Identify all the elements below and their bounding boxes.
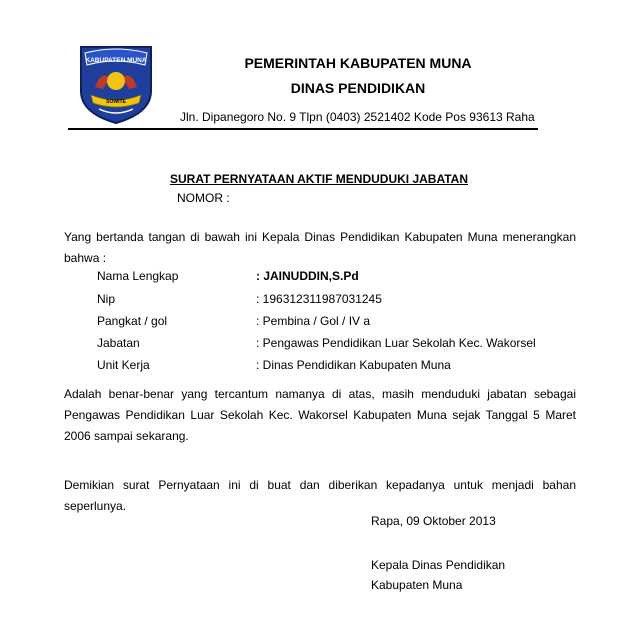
header-divider [68, 128, 538, 130]
field-value-position: : Pengawas Pendidikan Luar Sekolah Kec. Wakorsel [256, 336, 536, 350]
field-value-name: : JAINUDDIN,S.Pd [256, 269, 359, 283]
office-address: Jln. Dipanegoro No. 9 Tlpn (0403) 2521402 Kode Pos 93613 Raha [180, 110, 535, 124]
letter-number: NOMOR : [177, 191, 230, 205]
field-label-nip: Nip [97, 292, 116, 306]
field-label-rank: Pangkat / gol [97, 314, 168, 328]
office-heading: DINAS PENDIDIKAN [290, 80, 426, 96]
field-value-unit: : Dinas Pendidikan Kabupaten Muna [256, 358, 451, 372]
closing-paragraph: Demikian surat Pernyataan ini di buat dan diberikan kepadanya untuk menjadi bahan seperlunya. [64, 478, 576, 513]
logo-motto: SOWITE [106, 99, 126, 105]
field-label-unit: Unit Kerja [97, 358, 150, 372]
letter-title: SURAT PERNYATAAN AKTIF MENDUDUKI JABATAN [170, 172, 468, 186]
field-value-rank: : Pembina / Gol / IV a [256, 314, 371, 328]
field-value-nip: : 196312311987031245 [256, 292, 382, 306]
intro-paragraph: Yang bertanda tangan di bawah ini Kepala Dinas Pendidikan Kabupaten Muna menerangkan bahwa : [64, 230, 576, 265]
signatory-position: Kepala Dinas Pendidikan [371, 558, 506, 572]
field-label-position: Jabatan [97, 336, 140, 350]
place-date: Rapa, 09 Oktober 2013 [371, 514, 496, 528]
government-heading: PEMERINTAH KABUPATEN MUNA [244, 55, 472, 71]
logo-text: KABUPATEN MUNA [85, 57, 147, 64]
field-label-name: Nama Lengkap [97, 269, 179, 283]
statement-paragraph: Adalah benar-benar yang tercantum namanya di atas, masih menduduki jabatan sebagai Pengawas Pendidikan Luar Sekolah Kec. Wakorsel Kabupaten Muna sejak Tanggal 5 Maret 2006 sampai sekarang. [64, 387, 576, 443]
signatory-region: Kabupaten Muna [371, 578, 463, 592]
